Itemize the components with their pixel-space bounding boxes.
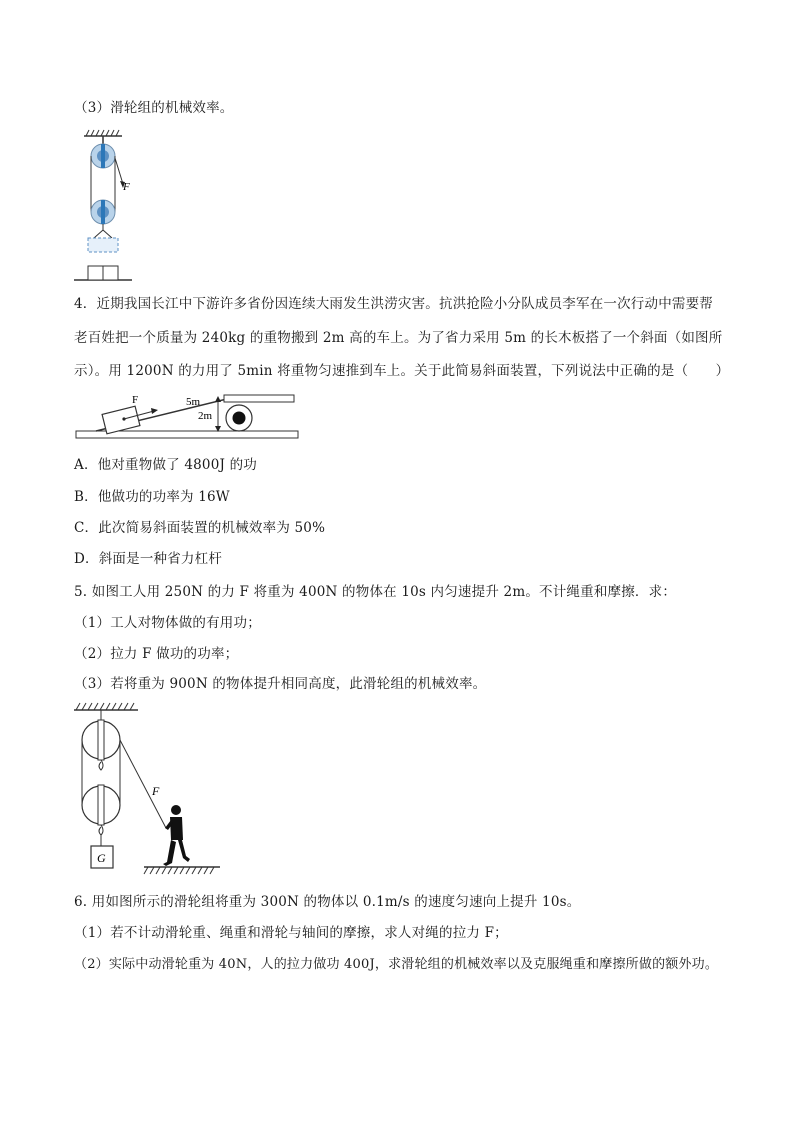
pulley-figure-1 [70,128,160,288]
incline-figure [74,388,304,444]
force-label: F [123,181,130,193]
incline-force-label: F [132,394,139,406]
q4-option-d: D．斜面是一种省力杠杆 [74,551,223,567]
q4-stem-line1: 4．近期我国长江中下游许多省份因连续大雨发生洪涝灾害。抗洪抢险小分队成员李军在一次行动中需要帮 [74,296,713,312]
q5-part3: （3）若将重为 900N 的物体提升相同高度，此滑轮组的机械效率。 [74,676,487,692]
q5-part1: （1）工人对物体做的有用功； [74,615,261,631]
q6-part2: （2）实际中动滑轮重为 40N，人的拉力做功 400J，求滑轮组的机械效率以及克服绳重和摩擦所做的额外功。 [74,957,719,972]
worker-icon [163,805,190,866]
q4-option-a: A．他对重物做了 4800J 的功 [74,457,257,473]
q4-option-b: B．他做功的功率为 16W [74,489,230,505]
incline-length-label: 5m [186,396,201,408]
q5-part2: （2）拉力 F 做功的功率； [74,646,239,662]
q6-part1: （1）若不计动滑轮重、绳重和滑轮与轴间的摩擦，求人对绳的拉力 F； [74,925,508,941]
q6-stem: 6. 用如图所示的滑轮组将重为 300N 的物体以 0.1m/s 的速度匀速向上提升 10s。 [74,894,581,910]
incline-height-label: 2m [198,410,213,422]
q4-stem-line2: 老百姓把一个质量为 240kg 的重物搬到 2m 高的车上。为了省力采用 5m 的长木板搭了一个斜面（如图所 [74,330,723,346]
q3-part3-text: （3）滑轮组的机械效率。 [74,100,234,116]
q4-stem-line3: 示）。用 1200N 的力用了 5min 将重物匀速推到车上。关于此简易斜面装置，下列说法中正确的是（ ） [74,363,730,379]
q4-option-c: C．此次简易斜面装置的机械效率为 50% [74,520,326,536]
pulley-worker-figure [70,700,230,878]
q5-stem: 5. 如图工人用 250N 的力 F 将重为 400N 的物体在 10s 内匀速提升 2m。不计绳重和摩擦．求： [74,584,677,600]
worker-force-label: F [152,784,160,798]
weight-label: G [97,851,106,865]
